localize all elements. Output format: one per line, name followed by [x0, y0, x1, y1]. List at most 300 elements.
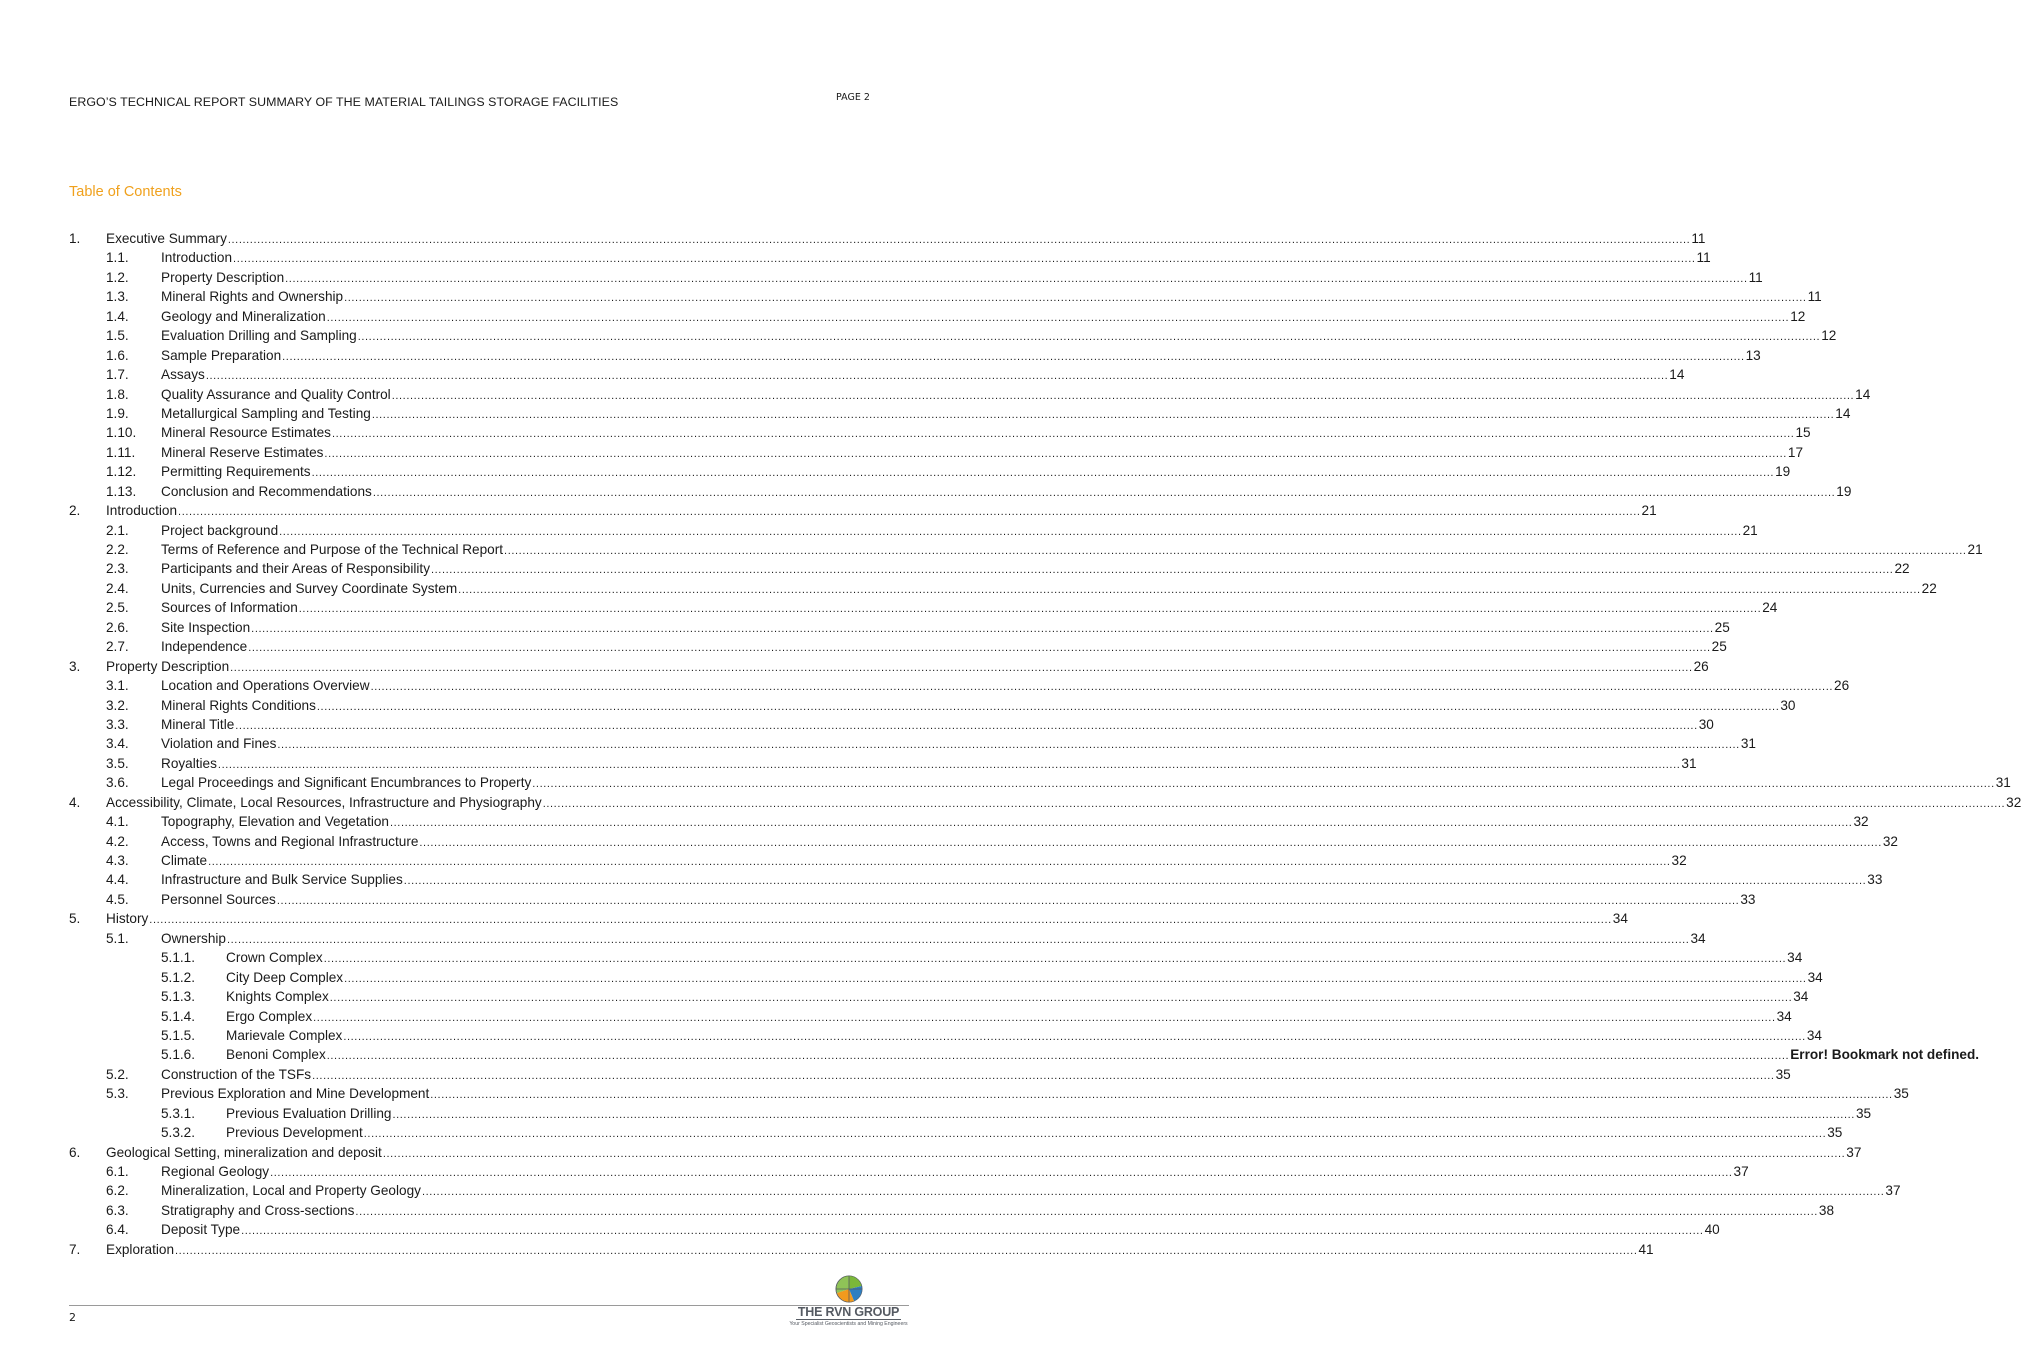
toc-entry-number: 5.2.: [106, 1066, 129, 1082]
toc-dot-leader: ................................................................................................................................................................................................................................................................................................................................................................................................................: [205, 370, 1669, 383]
toc-entry[interactable]: [0, 443, 1804, 462]
toc-dot-leader: ................................................................................................................................................................................................................................................................................................................................................................................................................: [324, 447, 1787, 460]
toc-entry[interactable]: [0, 1084, 1909, 1103]
toc-entry-number: 6.4.: [106, 1222, 129, 1238]
toc-entry-page: 14: [1835, 405, 1851, 421]
toc-entry-number: 4.1.: [106, 814, 129, 830]
toc-dot-leader: ................................................................................................................................................................................................................................................................................................................................................................................................................: [312, 1069, 1775, 1082]
toc-entry-label[interactable]: Stratigraphy and Cross-sections: [161, 1202, 355, 1218]
toc-entry-number: 1.9.: [106, 405, 129, 421]
toc-entry[interactable]: [0, 482, 1852, 501]
toc-entry-page: 31: [1740, 736, 1756, 752]
toc-entry-label[interactable]: History: [106, 911, 149, 927]
toc-entry-number: 2.2.: [106, 542, 129, 557]
toc-entry-label[interactable]: Construction of the TSFs: [161, 1066, 312, 1082]
toc-entry[interactable]: [0, 1220, 1720, 1239]
toc-entry-label[interactable]: Mineral Rights and Ownership: [161, 289, 344, 305]
toc-entry-page: 19: [1836, 483, 1852, 499]
toc-entry[interactable]: [0, 734, 1756, 753]
toc-dot-leader: ................................................................................................................................................................................................................................................................................................................................................................................................................: [363, 1128, 1827, 1141]
toc-entry-label[interactable]: Site Inspection: [161, 619, 251, 635]
toc-entry-label[interactable]: Sources of Information: [161, 600, 298, 616]
toc-entry-label[interactable]: Introduction: [106, 503, 178, 519]
toc-entry[interactable]: [0, 968, 1823, 987]
toc-entry-page: 11: [1696, 250, 1711, 266]
toc-entry-label[interactable]: Property Description: [161, 269, 285, 285]
toc-entry-page: 30: [1698, 716, 1714, 732]
toc-entry-page: 22: [1921, 580, 1937, 596]
toc-entry-label[interactable]: Property Description: [106, 658, 230, 674]
toc-entry-label[interactable]: Mineral Rights Conditions: [161, 697, 316, 713]
toc-entry-number: 5.: [69, 911, 81, 927]
toc-dot-leader: ................................................................................................................................................................................................................................................................................................................................................................................................................: [382, 1147, 1846, 1160]
toc-entry[interactable]: [0, 268, 1763, 287]
toc-entry-label[interactable]: Regional Geology: [161, 1164, 270, 1179]
toc-entry-page: 14: [1855, 386, 1871, 402]
toc-entry-line: [161, 248, 1711, 269]
toc-dot-leader: ................................................................................................................................................................................................................................................................................................................................................................................................................: [344, 972, 1807, 985]
toc-entry-line: [161, 598, 1778, 619]
toc-entry-page: 34: [1793, 989, 1809, 1005]
rvn-logo-emblem-icon: [835, 1275, 863, 1303]
toc-entry-line: [161, 851, 1687, 872]
toc-entry-line: [161, 1181, 1901, 1202]
toc-entry-line: [161, 385, 1871, 406]
toc-dot-leader: ................................................................................................................................................................................................................................................................................................................................................................................................................: [344, 292, 1807, 305]
toc-entry-label[interactable]: Introduction: [161, 250, 233, 266]
toc-entry-number: 4.5.: [106, 891, 129, 907]
toc-entry[interactable]: [0, 909, 1628, 928]
toc-entry-line: [106, 657, 1709, 678]
toc-dot-leader: ................................................................................................................................................................................................................................................................................................................................................................................................................: [226, 933, 1690, 946]
toc-entry[interactable]: [0, 1007, 1792, 1026]
toc-entry[interactable]: [0, 812, 1869, 831]
toc-entry-line: [161, 462, 1791, 483]
toc-entry-label[interactable]: Permitting Requirements: [161, 464, 311, 480]
toc-dot-leader: ................................................................................................................................................................................................................................................................................................................................................................................................................: [326, 311, 1790, 324]
toc-entry-page: 35: [1775, 1066, 1791, 1082]
toc-entry-line: [161, 521, 1758, 542]
toc-entry-number: 4.3.: [106, 853, 129, 868]
toc-entry-page: 14: [1669, 367, 1685, 383]
toc-entry[interactable]: [0, 754, 1697, 773]
toc-entry[interactable]: [0, 1143, 1862, 1162]
toc-dot-leader: ................................................................................................................................................................................................................................................................................................................................................................................................................: [279, 525, 1742, 538]
toc-entry-line: [161, 326, 1837, 347]
toc-dot-leader: ................................................................................................................................................................................................................................................................................................................................................................................................................: [311, 467, 1775, 480]
toc-entry[interactable]: [0, 773, 2011, 792]
toc-dot-leader: ................................................................................................................................................................................................................................................................................................................................................................................................................: [227, 234, 1691, 246]
toc-entry-page: 26: [1693, 658, 1709, 674]
toc-entry[interactable]: [0, 404, 1851, 423]
toc-entry-label[interactable]: Knights Complex: [226, 989, 329, 1005]
toc-entry-line: [161, 890, 1756, 911]
toc-entry-line: [226, 1007, 1792, 1028]
toc-entry-number: 5.1.6.: [161, 1047, 196, 1063]
toc-dot-leader: ................................................................................................................................................................................................................................................................................................................................................................................................................: [357, 331, 1821, 344]
toc-entry[interactable]: [0, 832, 1898, 851]
toc-dot-leader: ................................................................................................................................................................................................................................................................................................................................................................................................................: [241, 1225, 1704, 1238]
toc-entry-number: 1.5.: [106, 328, 129, 344]
toc-entry-page: 34: [1807, 969, 1823, 985]
logo-tagline: Your Specialist Geoscientists and Mining Engineers: [789, 1321, 908, 1327]
toc-entry[interactable]: [0, 287, 1822, 306]
toc-entry-number: 3.5.: [106, 755, 129, 771]
toc-entry[interactable]: [0, 365, 1685, 384]
table-of-contents: [0, 229, 2021, 1259]
toc-entry-number: 1.4.: [106, 308, 129, 324]
rvn-group-logo: [786, 1275, 911, 1331]
toc-entry-number: 1.7.: [106, 367, 129, 383]
toc-entry[interactable]: [0, 1026, 1822, 1045]
toc-dot-leader: ................................................................................................................................................................................................................................................................................................................................................................................................................: [175, 1244, 1638, 1257]
toc-entry-line: [106, 909, 1628, 930]
toc-entry[interactable]: [0, 1240, 1654, 1259]
toc-entry-line: [106, 793, 2021, 814]
toc-entry-number: 4.2.: [106, 833, 129, 849]
toc-entry[interactable]: [0, 715, 1714, 734]
toc-entry-line: [226, 968, 1823, 989]
toc-entry-label[interactable]: Assays: [161, 367, 205, 383]
toc-entry-page: 24: [1762, 600, 1778, 616]
toc-entry-number: 1.3.: [106, 289, 129, 305]
toc-entry-label[interactable]: Ergo Complex: [226, 1008, 313, 1024]
toc-entry-line: [226, 987, 1809, 1008]
toc-entry-line: [161, 734, 1756, 755]
toc-entry-line: [161, 423, 1811, 444]
toc-dot-leader: ................................................................................................................................................................................................................................................................................................................................................................................................................: [276, 894, 1740, 907]
toc-entry-number: 5.1.5.: [161, 1027, 196, 1043]
toc-entry-label[interactable]: Independence: [161, 639, 248, 655]
toc-entry-label[interactable]: Topography, Elevation and Vegetation: [161, 814, 389, 830]
toc-entry-page: 32: [2006, 794, 2021, 810]
toc-dot-leader: ................................................................................................................................................................................................................................................................................................................................................................................................................: [323, 953, 1787, 966]
toc-entry-label[interactable]: Participants and their Areas of Responsibility: [161, 561, 430, 577]
toc-dot-leader: ................................................................................................................................................................................................................................................................................................................................................................................................................: [430, 1089, 1893, 1102]
toc-dot-leader: ................................................................................................................................................................................................................................................................................................................................................................................................................: [316, 700, 1780, 713]
toc-entry-number: 1.11.: [106, 444, 136, 460]
toc-entry-label[interactable]: Infrastructure and Bulk Service Supplies: [161, 872, 403, 888]
toc-entry-number: 2.5.: [106, 600, 129, 616]
toc-entry-page: 34: [1806, 1027, 1822, 1043]
toc-entry[interactable]: [0, 346, 1761, 365]
toc-entry-page: 21: [1641, 503, 1657, 519]
toc-dot-leader: ................................................................................................................................................................................................................................................................................................................................................................................................................: [370, 681, 1834, 694]
toc-entry-line: [161, 1065, 1791, 1086]
toc-entry-label[interactable]: Legal Proceedings and Significant Encumbrances to Property: [161, 775, 532, 791]
toc-entry-page: 34: [1776, 1008, 1792, 1024]
toc-entry[interactable]: [0, 948, 1803, 967]
toc-entry[interactable]: [0, 793, 2021, 812]
toc-entry[interactable]: [0, 540, 1983, 559]
toc-entry-page: 34: [1612, 911, 1628, 927]
toc-entry[interactable]: [0, 229, 1706, 248]
toc-entry-page: 15: [1795, 425, 1811, 441]
toc-entry-number: 3.3.: [106, 716, 129, 732]
toc-entry-line: [161, 579, 1937, 600]
toc-entry-page: 12: [1821, 328, 1837, 344]
toc-dot-leader: ................................................................................................................................................................................................................................................................................................................................................................................................................: [458, 583, 1921, 596]
toc-dot-leader: ................................................................................................................................................................................................................................................................................................................................................................................................................: [343, 1030, 1806, 1043]
toc-entry-label[interactable]: Accessibility, Climate, Local Resources, Infrastructure and Physiography: [106, 794, 542, 810]
toc-dot-leader: ................................................................................................................................................................................................................................................................................................................................................................................................................: [421, 1186, 1885, 1199]
toc-heading: Table of Contents: [69, 184, 182, 200]
toc-entry-label[interactable]: Conclusion and Recommendations: [161, 483, 372, 499]
toc-entry-label[interactable]: City Deep Complex: [226, 969, 344, 985]
toc-entry-line: [161, 773, 2011, 794]
toc-entry[interactable]: [0, 1162, 1749, 1181]
toc-entry-number: 5.3.2.: [161, 1125, 196, 1141]
toc-entry-page: 21: [1967, 542, 1983, 557]
toc-entry-number: 2.4.: [106, 580, 129, 596]
toc-entry[interactable]: [0, 987, 1809, 1006]
toc-entry-line: [161, 1084, 1909, 1105]
toc-entry-page: 21: [1742, 522, 1758, 538]
toc-entry[interactable]: [0, 870, 1883, 889]
toc-entry-line: [226, 948, 1803, 969]
toc-entry-label[interactable]: Personnel Sources: [161, 891, 276, 907]
toc-entry[interactable]: [0, 890, 1756, 909]
toc-entry[interactable]: [0, 929, 1706, 948]
toc-entry-number: 5.3.1.: [161, 1105, 196, 1121]
toc-entry[interactable]: [0, 1065, 1791, 1084]
toc-entry-label[interactable]: Quality Assurance and Quality Control: [161, 386, 391, 402]
toc-entry-label[interactable]: Metallurgical Sampling and Testing: [161, 405, 371, 421]
toc-entry-number: 1.6.: [106, 347, 129, 363]
toc-entry-label[interactable]: Evaluation Drilling and Sampling: [161, 328, 357, 344]
toc-dot-leader: ................................................................................................................................................................................................................................................................................................................................................................................................................: [208, 856, 1671, 868]
toc-entry-page: 25: [1714, 619, 1730, 635]
toc-entry-number: 3.2.: [106, 697, 129, 713]
toc-entry-label[interactable]: Mineral Reserve Estimates: [161, 444, 324, 460]
toc-entry-number: 1.1.: [106, 250, 129, 266]
toc-entry-page: 40: [1704, 1222, 1720, 1238]
toc-entry-label[interactable]: Units, Currencies and Survey Coordinate System: [161, 580, 458, 596]
toc-entry[interactable]: [0, 423, 1811, 442]
toc-dot-leader: ................................................................................................................................................................................................................................................................................................................................................................................................................: [248, 642, 1711, 655]
toc-entry-page: 37: [1885, 1183, 1901, 1199]
toc-dot-leader: ................................................................................................................................................................................................................................................................................................................................................................................................................: [542, 797, 2006, 810]
toc-entry-label[interactable]: Executive Summary: [106, 231, 227, 246]
toc-entry-page: 31: [1681, 755, 1697, 771]
toc-entry-page: 13: [1745, 347, 1761, 363]
toc-entry-label[interactable]: Deposit Type: [161, 1222, 241, 1238]
toc-entry-number: 2.6.: [106, 619, 129, 635]
toc-entry-line: [161, 618, 1730, 639]
toc-entry-label[interactable]: Geological Setting, mineralization and deposit: [106, 1144, 382, 1160]
toc-entry[interactable]: [0, 1045, 1980, 1064]
toc-entry-line: [161, 482, 1852, 503]
toc-dot-leader: ................................................................................................................................................................................................................................................................................................................................................................................................................: [329, 992, 1793, 1005]
toc-entry-number: 1.: [69, 231, 81, 246]
toc-entry[interactable]: [0, 637, 1727, 656]
toc-entry-label[interactable]: Mineralization, Local and Property Geology: [161, 1183, 421, 1199]
toc-entry-label[interactable]: Location and Operations Overview: [161, 678, 370, 694]
toc-dot-leader: ................................................................................................................................................................................................................................................................................................................................................................................................................: [233, 253, 1696, 266]
toc-entry-line: [161, 812, 1869, 833]
logo-name: THE RVN GROUP: [797, 1305, 900, 1319]
header-page-label: PAGE 2: [836, 92, 870, 103]
toc-entry-line: [161, 696, 1796, 717]
toc-entry-line: [226, 1045, 1980, 1066]
toc-entry-label[interactable]: Violation and Fines: [161, 736, 277, 752]
toc-entry-line: [161, 559, 1910, 580]
toc-entry-number: 1.13.: [106, 483, 137, 499]
toc-entry-page: 17: [1787, 444, 1804, 460]
toc-entry-number: 4.: [69, 794, 81, 810]
toc-entry[interactable]: [0, 657, 1709, 676]
toc-entry[interactable]: [0, 385, 1871, 404]
toc-entry-label[interactable]: Geology and Mineralization: [161, 308, 326, 324]
toc-entry-page: 22: [1894, 561, 1910, 577]
toc-entry-line: [161, 929, 1706, 950]
report-header-title: ERGO’S TECHNICAL REPORT SUMMARY OF THE MATERIAL TAILINGS STORAGE FACILITIES: [69, 95, 619, 109]
toc-entry[interactable]: [0, 462, 1791, 481]
toc-entry-page: 32: [1882, 833, 1898, 849]
toc-entry-number: 2.7.: [106, 639, 129, 655]
toc-entry-line: [161, 287, 1822, 308]
toc-entry[interactable]: [0, 559, 1910, 578]
toc-dot-leader: ................................................................................................................................................................................................................................................................................................................................................................................................................: [298, 603, 1762, 616]
toc-dot-leader: ................................................................................................................................................................................................................................................................................................................................................................................................................: [313, 1011, 1776, 1024]
toc-entry-number: 3.6.: [106, 775, 129, 791]
toc-entry-page: 12: [1790, 308, 1806, 324]
toc-entry-page: 11: [1807, 289, 1822, 305]
toc-entry[interactable]: [0, 676, 1850, 695]
toc-entry[interactable]: [0, 696, 1796, 715]
toc-dot-leader: ................................................................................................................................................................................................................................................................................................................................................................................................................: [251, 622, 1714, 635]
toc-entry-page: 35: [1827, 1125, 1843, 1141]
toc-entry-number: 7.: [69, 1241, 81, 1257]
toc-entry[interactable]: [0, 1201, 1835, 1220]
toc-dot-leader: ................................................................................................................................................................................................................................................................................................................................................................................................................: [355, 1205, 1818, 1218]
toc-dot-leader: ................................................................................................................................................................................................................................................................................................................................................................................................................: [178, 506, 1641, 519]
toc-entry-number: 5.3.: [106, 1086, 129, 1102]
toc-entry-line: [161, 307, 1806, 328]
toc-entry-line: [161, 715, 1714, 736]
toc-entry-page: 26: [1834, 678, 1850, 694]
toc-entry-page: 30: [1780, 697, 1796, 713]
toc-entry[interactable]: [0, 618, 1730, 637]
toc-dot-leader: ................................................................................................................................................................................................................................................................................................................................................................................................................: [149, 914, 1612, 927]
toc-entry-line: [226, 1104, 1872, 1125]
toc-entry-page: 32: [1853, 814, 1869, 830]
toc-entry[interactable]: [0, 579, 1937, 598]
toc-entry-number: 3.1.: [106, 678, 129, 694]
toc-dot-leader: ................................................................................................................................................................................................................................................................................................................................................................................................................: [235, 719, 1698, 732]
toc-entry-number: 4.4.: [106, 872, 129, 888]
toc-entry-page: 25: [1711, 639, 1727, 655]
toc-entry-label[interactable]: Previous Evaluation Drilling: [226, 1105, 392, 1121]
toc-entry-line: [106, 229, 1706, 250]
footer-page-number: 2: [69, 1311, 76, 1324]
toc-dot-leader: ................................................................................................................................................................................................................................................................................................................................................................................................................: [392, 1108, 1855, 1121]
toc-entry-line: [106, 1240, 1654, 1261]
toc-entry-label[interactable]: Mineral Title: [161, 716, 235, 732]
toc-entry-label[interactable]: Marievale Complex: [226, 1027, 343, 1043]
toc-entry-label[interactable]: Terms of Reference and Purpose of the Technical Report: [161, 542, 504, 557]
toc-entry-page: 37: [1846, 1144, 1862, 1160]
toc-dot-leader: ................................................................................................................................................................................................................................................................................................................................................................................................................: [217, 758, 1681, 771]
toc-entry-line: [161, 346, 1761, 367]
toc-entry[interactable]: [0, 307, 1806, 326]
toc-entry-line: [161, 754, 1697, 775]
toc-entry-line: [161, 443, 1804, 464]
toc-entry-label[interactable]: Access, Towns and Regional Infrastructure: [161, 833, 419, 849]
toc-dot-leader: ................................................................................................................................................................................................................................................................................................................................................................................................................: [419, 836, 1882, 849]
toc-dot-leader: ................................................................................................................................................................................................................................................................................................................................................................................................................: [285, 272, 1748, 285]
toc-dot-leader: ................................................................................................................................................................................................................................................................................................................................................................................................................: [282, 350, 1745, 363]
toc-entry-label[interactable]: Project background: [161, 522, 279, 538]
toc-entry-line: [161, 637, 1727, 658]
toc-entry-number: 5.1.1.: [161, 950, 196, 966]
toc-dot-leader: ................................................................................................................................................................................................................................................................................................................................................................................................................: [504, 545, 1967, 557]
toc-entry-number: 6.1.: [106, 1164, 129, 1179]
toc-entry-page: 19: [1775, 464, 1791, 480]
toc-entry[interactable]: [0, 1181, 1901, 1200]
toc-dot-leader: ................................................................................................................................................................................................................................................................................................................................................................................................................: [331, 428, 1795, 441]
toc-dot-leader: ................................................................................................................................................................................................................................................................................................................................................................................................................: [431, 564, 1894, 577]
toc-dot-leader: ................................................................................................................................................................................................................................................................................................................................................................................................................: [326, 1050, 1790, 1063]
toc-entry-label[interactable]: Climate: [161, 853, 208, 868]
toc-entry-number: 5.1.: [106, 930, 129, 946]
toc-entry-number: 3.: [69, 658, 81, 674]
toc-entry-page: 33: [1740, 891, 1756, 907]
toc-entry-label[interactable]: Royalties: [161, 755, 217, 771]
toc-dot-leader: ................................................................................................................................................................................................................................................................................................................................................................................................................: [391, 389, 1855, 402]
toc-entry-label[interactable]: Mineral Resource Estimates: [161, 425, 331, 441]
toc-entry[interactable]: [0, 326, 1837, 345]
toc-entry[interactable]: [0, 248, 1711, 267]
toc-entry-label[interactable]: Crown Complex: [226, 950, 323, 966]
toc-entry-label[interactable]: Exploration: [106, 1241, 175, 1257]
toc-entry-line: [161, 832, 1898, 853]
footer-divider: [69, 1305, 909, 1306]
toc-entry-page: 35: [1855, 1105, 1872, 1121]
toc-entry-number: 1.8.: [106, 386, 129, 402]
toc-entry[interactable]: [0, 501, 1657, 520]
toc-entry-page: 11: [1691, 231, 1706, 246]
toc-dot-leader: ................................................................................................................................................................................................................................................................................................................................................................................................................: [532, 778, 1995, 791]
toc-entry[interactable]: [0, 521, 1758, 540]
toc-entry-label[interactable]: Previous Exploration and Mine Development: [161, 1086, 430, 1102]
toc-entry-label[interactable]: Ownership: [161, 930, 226, 946]
toc-entry-line: [161, 1201, 1835, 1222]
toc-entry-page: 34: [1690, 930, 1706, 946]
toc-entry-line: [226, 1026, 1822, 1047]
toc-dot-leader: ................................................................................................................................................................................................................................................................................................................................................................................................................: [372, 486, 1836, 499]
toc-entry[interactable]: [0, 1123, 1843, 1142]
toc-entry-page: Error! Bookmark not defined.: [1790, 1047, 1980, 1063]
toc-entry[interactable]: [0, 851, 1687, 870]
toc-entry-number: 6.2.: [106, 1183, 129, 1199]
toc-entry-line: [161, 365, 1685, 386]
toc-entry-number: 2.1.: [106, 522, 129, 538]
toc-dot-leader: ................................................................................................................................................................................................................................................................................................................................................................................................................: [277, 739, 1740, 752]
toc-entry-label[interactable]: Previous Development: [226, 1125, 363, 1141]
toc-entry-line: [161, 870, 1883, 891]
toc-entry-line: [106, 501, 1657, 522]
toc-entry-line: [161, 268, 1763, 289]
toc-entry-page: 11: [1748, 269, 1763, 285]
toc-entry-label[interactable]: Benoni Complex: [226, 1047, 326, 1063]
toc-dot-leader: ................................................................................................................................................................................................................................................................................................................................................................................................................: [403, 875, 1867, 888]
toc-entry-number: 1.2.: [106, 269, 129, 285]
toc-entry-page: 41: [1638, 1241, 1654, 1257]
toc-entry-label[interactable]: Sample Preparation: [161, 347, 282, 363]
toc-entry[interactable]: [0, 1104, 1872, 1123]
toc-entry[interactable]: [0, 598, 1778, 617]
